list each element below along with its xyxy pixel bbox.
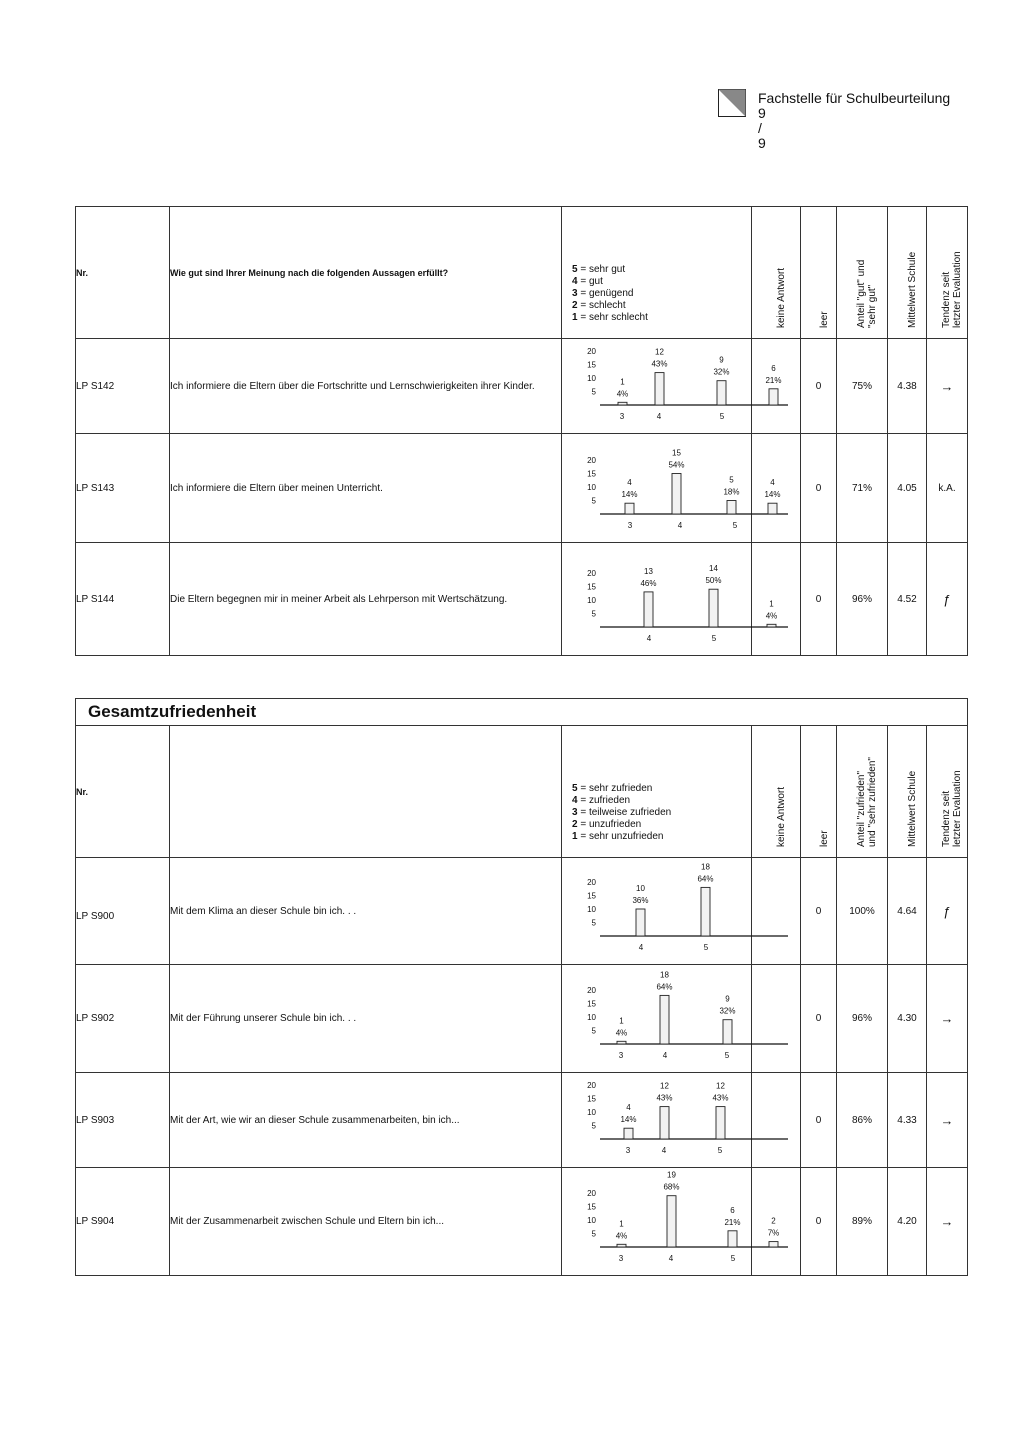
item-number: LP S904: [76, 1168, 170, 1276]
bar: [717, 381, 726, 405]
column-header-trend: Tendenz seit letzter Evaluation: [927, 726, 968, 858]
bar-count-label: 6: [730, 1205, 735, 1215]
y-tick-label: 5: [591, 1026, 596, 1036]
y-tick-label: 5: [591, 387, 596, 397]
bar-percent-label: 68%: [663, 1182, 680, 1192]
y-tick-label: 10: [587, 596, 596, 605]
item-number: LP S902: [76, 965, 170, 1073]
x-tick-label: 4: [668, 1254, 674, 1263]
bar: [618, 402, 627, 405]
table-row: [76, 858, 968, 965]
bar: [660, 995, 669, 1044]
bar-percent-label: 4%: [616, 389, 629, 399]
bar-count-label: 18: [660, 970, 669, 980]
y-tick-label: 20: [587, 347, 596, 356]
item-question: Mit der Zusammenarbeit zwischen Schule und Eltern bin ich...: [170, 1168, 562, 1276]
column-header-empty: leer: [801, 207, 837, 339]
trend-arrow-icon: →: [927, 965, 968, 1073]
bar-count-label: 9: [725, 994, 730, 1004]
bar-count-label: 2: [771, 1216, 776, 1226]
scale-item: 3 = genügend: [572, 288, 634, 299]
x-tick-label: 5: [717, 1146, 723, 1155]
bar-percent-label: 43%: [712, 1093, 729, 1103]
x-tick-label: 4: [646, 634, 652, 643]
mean-value: 4.20: [888, 1168, 927, 1276]
item-question: Mit dem Klima an dieser Schule bin ich. . .: [170, 858, 562, 965]
organization-name: Fachstelle für Schulbeurteilung: [758, 90, 951, 106]
item-chart: [562, 434, 781, 543]
x-tick-label: 3: [618, 1254, 624, 1263]
column-header-question: [170, 726, 562, 858]
x-tick-label: 5: [732, 521, 738, 530]
empty-count: 0: [801, 339, 837, 434]
y-tick-label: 15: [587, 1094, 596, 1104]
x-tick-label: 5: [703, 943, 709, 952]
share-value: 86%: [837, 1073, 888, 1168]
section-title-row: [76, 699, 968, 726]
scale-item: 3 = teilweise zufrieden: [572, 807, 672, 818]
column-header-question: Wie gut sind Ihrer Meinung nach die folgenden Aussagen erfüllt?: [170, 207, 562, 339]
item-chart: [562, 1168, 780, 1276]
column-header-mean: Mittelwert Schule: [888, 207, 927, 339]
column-header-mean: Mittelwert Schule: [888, 726, 927, 858]
trend-up-icon: ƒ: [927, 858, 968, 965]
item-chart: [562, 543, 778, 656]
bar-count-label: 12: [716, 1081, 725, 1091]
rating-scale-legend: [562, 726, 752, 858]
item-chart: [562, 858, 752, 965]
y-tick-label: 10: [587, 905, 596, 914]
bar-percent-label: 64%: [656, 982, 673, 992]
empty-count: 0: [801, 858, 837, 965]
bar-count-label: 9: [719, 355, 724, 365]
bar-percent-label: 64%: [697, 874, 714, 884]
rating-scale-legend: [562, 207, 752, 339]
y-tick-label: 15: [587, 891, 596, 901]
bar-percent-label: 54%: [668, 460, 685, 470]
bar: [644, 592, 653, 627]
bar-percent-label: 36%: [632, 896, 649, 905]
y-tick-label: 20: [587, 569, 596, 578]
x-tick-label: 3: [619, 412, 625, 421]
bar: [636, 909, 645, 936]
x-tick-label: 5: [711, 634, 717, 643]
item-question: Mit der Führung unserer Schule bin ich. . .: [170, 965, 562, 1073]
y-tick-label: 20: [587, 1081, 596, 1090]
bar-percent-label: 4%: [615, 1231, 628, 1241]
mean-value: 4.64: [888, 858, 927, 965]
column-header-no-answer: keine Antwort: [752, 726, 801, 858]
scale-item: 4 = zufrieden: [572, 795, 631, 806]
bar: [660, 1107, 669, 1139]
x-tick-label: 4: [661, 1146, 667, 1155]
column-header-nr: Nr.: [76, 207, 170, 339]
no-answer-value: [752, 339, 801, 434]
bar-percent-label: 43%: [651, 359, 668, 369]
x-tick-label: 4: [662, 1051, 668, 1060]
mean-value: 4.33: [888, 1073, 927, 1168]
bar-percent-label: 4%: [765, 611, 778, 621]
x-tick-label: 5: [724, 1051, 730, 1060]
table-row: [76, 1168, 968, 1276]
y-tick-label: 20: [587, 878, 596, 887]
bar-percent-label: 18%: [723, 487, 740, 497]
y-tick-label: 15: [587, 999, 596, 1009]
x-tick-label: 5: [719, 412, 725, 421]
bar: [672, 474, 681, 515]
empty-count: 0: [801, 543, 837, 656]
mean-value: 4.52: [888, 543, 927, 656]
y-tick-label: 10: [587, 1013, 596, 1022]
scale-item: 1 = sehr unzufrieden: [572, 831, 664, 842]
bar-percent-label: 43%: [656, 1093, 673, 1103]
school-logo-icon: [718, 89, 746, 117]
bar-percent-label: 21%: [724, 1217, 741, 1227]
y-tick-label: 5: [591, 918, 596, 928]
no-answer-value: [752, 965, 801, 1073]
table-row: [76, 543, 968, 656]
item-chart: [562, 339, 782, 434]
y-tick-label: 10: [587, 1108, 596, 1117]
item-number: LP S143: [76, 434, 170, 543]
bar-count-label: 1: [620, 377, 625, 387]
no-answer-value: [752, 1168, 801, 1276]
x-tick-label: 3: [618, 1051, 624, 1060]
share-value: 89%: [837, 1168, 888, 1276]
x-tick-label: 4: [677, 521, 683, 530]
bar-percent-label: 7%: [767, 1228, 780, 1238]
table-row: [76, 434, 968, 543]
bar: [709, 589, 718, 627]
column-header-no-answer: keine Antwort: [752, 207, 801, 339]
no-answer-value: [752, 543, 801, 656]
share-value: 96%: [837, 543, 888, 656]
item-number: LP S903: [76, 1073, 170, 1168]
x-tick-label: 4: [656, 412, 662, 421]
bar-count-label: 1: [619, 1219, 624, 1229]
y-tick-label: 15: [587, 582, 596, 592]
bar: [617, 1041, 626, 1044]
scale-item: 1 = sehr schlecht: [572, 312, 648, 323]
y-tick-label: 20: [587, 986, 596, 995]
bar: [727, 501, 736, 515]
column-header-nr: Nr.: [76, 726, 170, 858]
x-tick-label: 4: [638, 943, 644, 952]
bar-count-label: 13: [644, 566, 653, 576]
empty-count: 0: [801, 434, 837, 543]
bar: [716, 1107, 725, 1139]
scale-item: 5 = sehr zufrieden: [572, 783, 653, 794]
column-header-share: Anteil "gut" und "sehr gut": [837, 207, 888, 339]
trend-arrow-icon: →: [927, 1073, 968, 1168]
x-tick-label: 5: [730, 1254, 736, 1263]
table-row: [76, 965, 968, 1073]
item-question: Mit der Art, wie wir an dieser Schule zusammenarbeiten, bin ich...: [170, 1073, 562, 1168]
bar: [767, 624, 776, 627]
mean-value: 4.05: [888, 434, 927, 543]
bar-count-label: 14: [709, 564, 718, 574]
item-question: Ich informiere die Eltern über meinen Unterricht.: [170, 434, 562, 543]
y-tick-label: 5: [591, 1229, 596, 1239]
bar: [617, 1244, 626, 1247]
scale-item: 2 = unzufrieden: [572, 819, 642, 830]
y-tick-label: 5: [591, 609, 596, 619]
bar-count-label: 4: [770, 478, 775, 488]
y-tick-label: 15: [587, 1202, 596, 1212]
bar-count-label: 10: [636, 884, 645, 893]
share-value: 71%: [837, 434, 888, 543]
empty-count: 0: [801, 1168, 837, 1276]
y-tick-label: 5: [591, 1121, 596, 1131]
bar-count-label: 12: [655, 347, 664, 357]
mean-value: 4.38: [888, 339, 927, 434]
y-tick-label: 10: [587, 1216, 596, 1225]
bar-percent-label: 32%: [719, 1006, 736, 1016]
empty-count: 0: [801, 1073, 837, 1168]
bar-percent-label: 21%: [765, 375, 782, 385]
share-value: 100%: [837, 858, 888, 965]
item-number: LP S144: [76, 543, 170, 656]
scale-item: 4 = gut: [572, 276, 603, 287]
survey-table-parents: [75, 206, 968, 656]
table-row: [76, 1073, 968, 1168]
table-header-row: [76, 207, 968, 339]
trend-up-icon: ƒ: [927, 543, 968, 656]
y-tick-label: 15: [587, 360, 596, 370]
bar: [655, 373, 664, 405]
item-chart: [562, 1073, 752, 1168]
bar-percent-label: 32%: [713, 367, 730, 377]
bar-percent-label: 50%: [705, 576, 722, 586]
scale-item: 5 = sehr gut: [572, 264, 626, 275]
bar-count-label: 15: [672, 448, 681, 458]
bar-percent-label: 4%: [615, 1028, 628, 1038]
bar-count-label: 4: [627, 478, 632, 488]
section-title: Gesamtzufriedenheit: [76, 699, 968, 726]
bar-percent-label: 14%: [764, 490, 781, 500]
table-header-row: [76, 726, 968, 858]
y-tick-label: 20: [587, 1189, 596, 1198]
share-value: 96%: [837, 965, 888, 1073]
table-row: [76, 339, 968, 434]
no-answer-value: [752, 858, 801, 965]
bar-count-label: 19: [667, 1170, 676, 1180]
bar-percent-label: 14%: [621, 490, 638, 500]
x-tick-label: 3: [627, 521, 633, 530]
bar-count-label: 5: [729, 475, 734, 485]
no-answer-value: [752, 434, 801, 543]
y-tick-label: 20: [587, 456, 596, 465]
scale-item: 2 = schlecht: [572, 300, 626, 311]
trend-value: k.A.: [927, 434, 968, 543]
bar: [701, 887, 710, 936]
bar: [667, 1196, 676, 1247]
bar: [723, 1020, 732, 1044]
bar: [728, 1231, 737, 1247]
share-value: 75%: [837, 339, 888, 434]
x-tick-label: 3: [625, 1146, 631, 1155]
no-answer-value: [752, 1073, 801, 1168]
column-header-trend: Tendenz seit letzter Evaluation: [927, 207, 968, 339]
bar: [768, 503, 777, 514]
column-header-share: Anteil "zufrieden" und "sehr zufrieden": [837, 726, 888, 858]
bar-count-label: 4: [626, 1103, 631, 1113]
y-tick-label: 5: [591, 496, 596, 506]
item-question: Ich informiere die Eltern über die Fortschritte und Lernschwierigkeiten ihrer Kinder.: [170, 339, 562, 434]
y-tick-label: 10: [587, 483, 596, 492]
page-number: 9 / 9: [758, 105, 766, 151]
bar-count-label: 6: [771, 363, 776, 373]
empty-count: 0: [801, 965, 837, 1073]
bar: [625, 503, 634, 514]
bar: [624, 1128, 633, 1139]
survey-table-satisfaction: [75, 698, 968, 1276]
mean-value: 4.30: [888, 965, 927, 1073]
y-tick-label: 10: [587, 374, 596, 383]
y-tick-label: 15: [587, 469, 596, 479]
column-header-empty: leer: [801, 726, 837, 858]
trend-arrow-icon: →: [927, 339, 968, 434]
bar-percent-label: 46%: [640, 578, 657, 588]
item-number: LP S900: [76, 858, 170, 965]
trend-arrow-icon: →: [927, 1168, 968, 1276]
item-chart: [562, 965, 752, 1073]
bar-count-label: 18: [701, 862, 710, 872]
bar-count-label: 1: [769, 599, 774, 609]
bar: [769, 389, 778, 405]
item-number: LP S142: [76, 339, 170, 434]
item-question: Die Eltern begegnen mir in meiner Arbeit als Lehrperson mit Wertschätzung.: [170, 543, 562, 656]
bar: [769, 1242, 778, 1247]
bar-count-label: 1: [619, 1016, 624, 1026]
bar-count-label: 12: [660, 1081, 669, 1091]
bar-percent-label: 14%: [620, 1115, 637, 1125]
